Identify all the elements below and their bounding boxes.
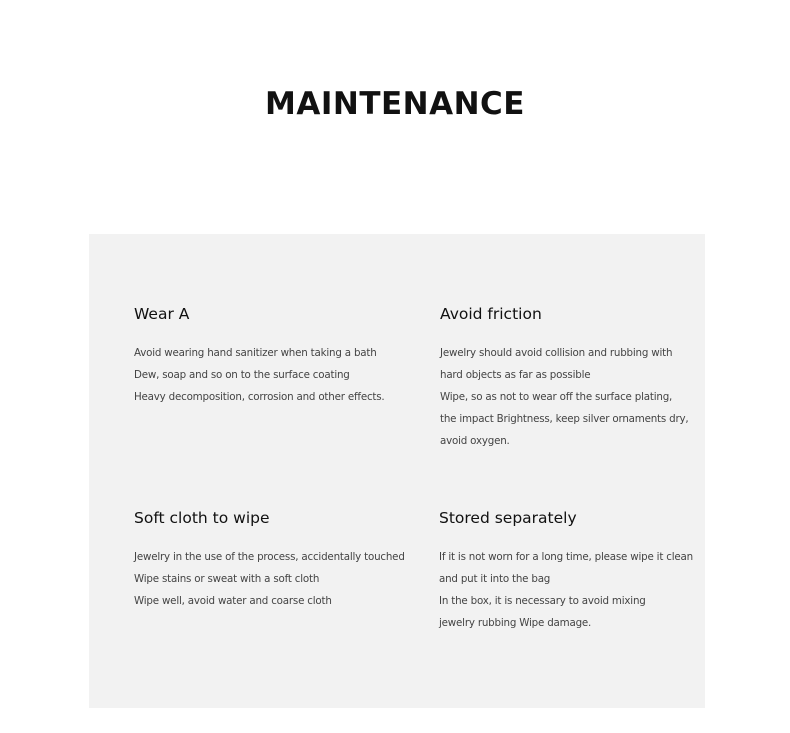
card-line: Jewelry in the use of the process, accidentally touched <box>134 551 405 563</box>
card-avoid-friction <box>440 304 690 452</box>
card-line: Dew, soap and so on to the surface coating <box>134 369 350 381</box>
card-body <box>134 546 405 612</box>
card-wear <box>134 304 384 408</box>
card-line: In the box, it is necessary to avoid mixing <box>439 595 646 607</box>
card-line: and put it into the bag <box>439 573 551 585</box>
card-heading: Stored separately <box>439 509 577 527</box>
card-line: Avoid wearing hand sanitizer when taking a bath <box>134 347 377 359</box>
card-stored-separately <box>439 508 693 634</box>
card-heading: Avoid friction <box>440 305 542 323</box>
card-line: Wipe, so as not to wear off the surface plating, <box>440 391 673 403</box>
card-line: Wipe stains or sweat with a soft cloth <box>134 573 320 585</box>
card-body <box>134 342 384 408</box>
card-line: avoid oxygen. <box>440 435 510 447</box>
card-line: the impact Brightness, keep silver ornaments dry, <box>440 413 689 425</box>
card-line: Heavy decomposition, corrosion and other effects. <box>134 391 385 403</box>
card-body <box>440 342 690 452</box>
card-line: hard objects as far as possible <box>440 369 591 381</box>
maintenance-panel <box>89 234 705 708</box>
card-heading: Soft cloth to wipe <box>134 509 270 527</box>
card-heading: Wear A <box>134 305 190 323</box>
card-soft-cloth <box>134 508 405 612</box>
card-line: Wipe well, avoid water and coarse cloth <box>134 595 332 607</box>
card-line: Jewelry should avoid collision and rubbing with <box>440 347 673 359</box>
card-line: jewelry rubbing Wipe damage. <box>439 617 592 629</box>
page-title: MAINTENANCE <box>265 86 525 122</box>
card-body <box>439 546 693 634</box>
card-line: If it is not worn for a long time, please wipe it clean <box>439 551 693 563</box>
